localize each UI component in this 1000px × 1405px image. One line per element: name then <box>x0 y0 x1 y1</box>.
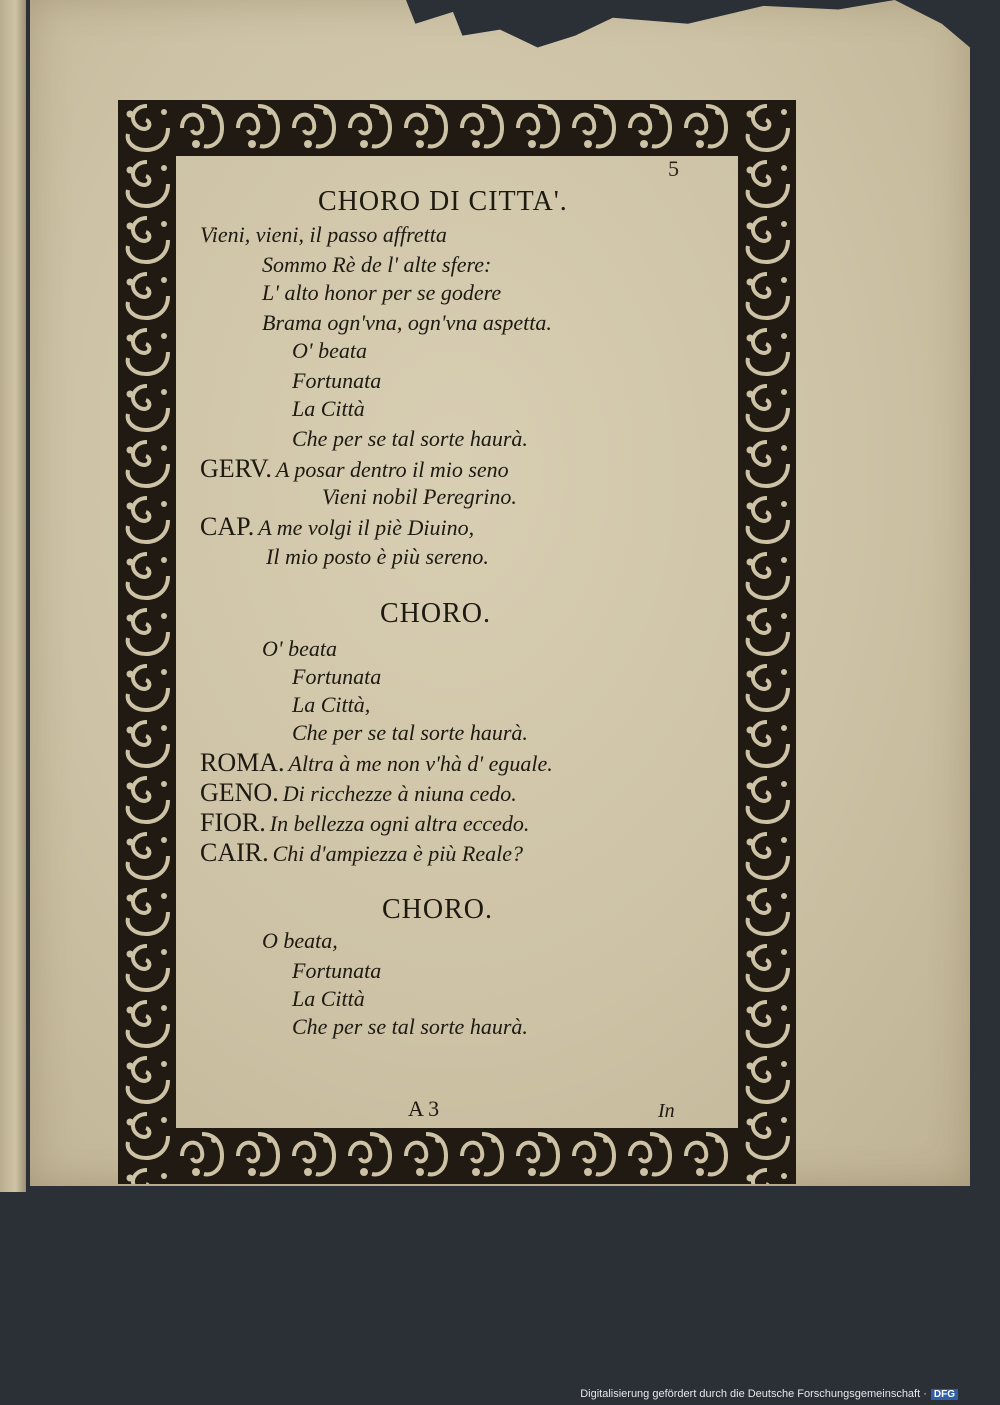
verse-line: Brama ogn'vna, ogn'vna aspetta. <box>262 310 552 335</box>
speech-text: Di ricchezze à niuna cedo. <box>282 781 517 806</box>
section-heading: CHORO DI CITTA'. <box>318 186 568 217</box>
digitization-credit <box>580 1388 958 1400</box>
verse-line: Che per se tal sorte haurà. <box>292 1014 528 1039</box>
speech-line <box>200 838 523 868</box>
speaker-name: GERV. <box>200 454 272 483</box>
speaker-name: CAIR. <box>200 838 269 867</box>
section-heading: CHORO. <box>382 894 494 925</box>
speech-text: Chi d'ampiezza è più Reale? <box>272 841 523 866</box>
speaker-name: CAP. <box>200 512 255 541</box>
ornamental-border-right <box>738 100 796 1184</box>
ornamental-border-top <box>118 100 796 156</box>
section-heading: CHORO. <box>380 598 492 629</box>
speech-line <box>318 484 517 510</box>
verse-line: L' alto honor per se godere <box>262 280 502 305</box>
speech-text: In bellezza ogni altra eccedo. <box>269 811 530 836</box>
verse-line: O beata, <box>262 928 338 953</box>
catchword: In <box>658 1100 675 1122</box>
verse-line: La Città <box>292 396 365 421</box>
speech-line <box>200 808 529 838</box>
verse-line: Che per se tal sorte haurà. <box>292 720 528 745</box>
speech-text: Altra à me non v'hà d' eguale. <box>288 751 553 776</box>
ornamental-border-left <box>118 100 176 1184</box>
verse-line: Fortunata <box>292 664 382 689</box>
verse-line: O' beata <box>262 636 337 661</box>
previous-page-edge <box>0 0 26 1192</box>
speaker-name: ROMA. <box>200 748 285 777</box>
speech-text: Vieni nobil Peregrino. <box>322 484 517 509</box>
verse-line: La Città <box>292 986 365 1011</box>
speaker-name: GENO. <box>200 778 279 807</box>
speech-line <box>200 454 509 484</box>
verse-line: Fortunata <box>292 958 382 983</box>
credit-text: Digitalisierung gefördert durch die Deutsche Forschungsgemeinschaft · <box>580 1388 927 1400</box>
verse-line: Che per se tal sorte haurà. <box>292 426 528 451</box>
verse-line: O' beata <box>292 338 367 363</box>
verse-line: Vieni, vieni, il passo affretta <box>200 222 447 247</box>
dfg-logo: DFG <box>931 1389 958 1400</box>
speech-line <box>262 544 489 570</box>
ornamental-border-bottom <box>118 1128 796 1184</box>
speaker-name: FIOR. <box>200 808 266 837</box>
signature-mark: A 3 <box>408 1096 440 1121</box>
speech-line <box>200 512 474 542</box>
page-number: 5 <box>668 156 679 181</box>
verse-line: La Città, <box>292 692 371 717</box>
speech-text: Il mio posto è più sereno. <box>266 544 489 569</box>
speech-text: A me volgi il piè Diuino, <box>258 515 475 540</box>
speech-line <box>200 778 517 808</box>
verse-line: Sommo Rè de l' alte sfere: <box>262 252 492 277</box>
verse-line: Fortunata <box>292 368 382 393</box>
speech-line <box>200 748 553 778</box>
speech-text: A posar dentro il mio seno <box>275 457 509 482</box>
